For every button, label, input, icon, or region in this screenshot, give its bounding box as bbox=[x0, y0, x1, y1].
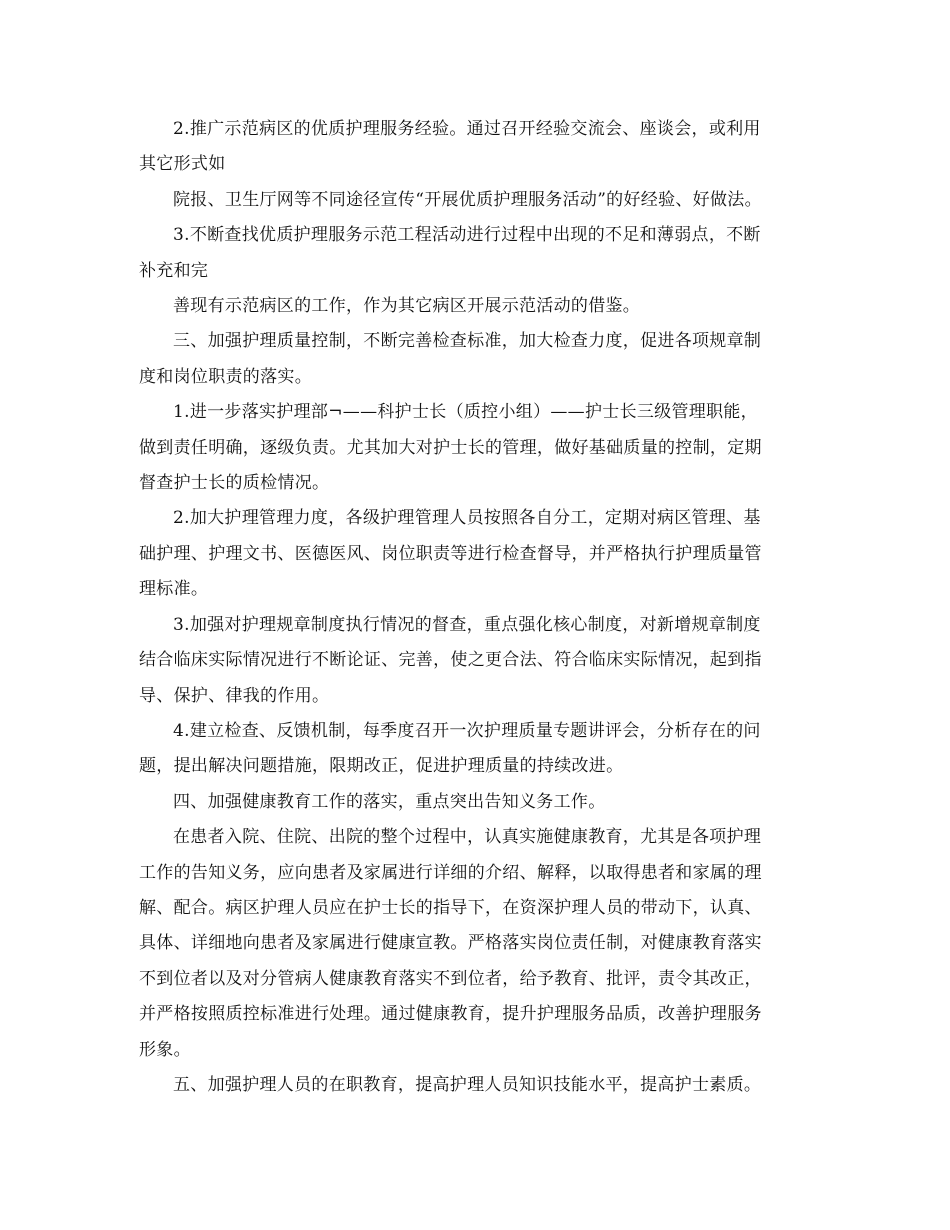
text-line: 不到位者以及对分管病人健康教育落实不到位者，给予教育、批评，责令其改正， bbox=[139, 968, 762, 989]
paragraph-2 bbox=[139, 183, 819, 218]
text-line: 结合临床实际情况进行不断论证、完善，使之更合法、符合临床实际情况，起到指 bbox=[139, 650, 762, 671]
text-line: 在患者入院、住院、出院的整个过程中，认真实施健康教育，尤其是各项护理 bbox=[173, 827, 762, 848]
text-line: 度和岗位职责的落实。 bbox=[139, 366, 312, 387]
paragraph-3 bbox=[139, 218, 819, 289]
text-line: 三、加强护理质量控制，不断完善检查标准，加大检查力度，促进各项规章制 bbox=[173, 331, 762, 352]
text-line: 工作的告知义务，应向患者及家属进行详细的介绍、解释，以取得患者和家属的理 bbox=[139, 862, 762, 883]
text-line: 理标准。 bbox=[139, 579, 209, 600]
text-line: 督查护士长的质检情况。 bbox=[139, 473, 330, 494]
section-heading-3 bbox=[139, 324, 819, 395]
text-line: 1.进一步落实护理部¬——科护士长（质控小组）——护士长三级管理职能， bbox=[173, 402, 758, 423]
text-line: 做到责任明确，逐级负责。尤其加大对护士长的管理，做好基础质量的控制，定期 bbox=[139, 437, 762, 458]
text-line: 2.推广示范病区的优质护理服务经验。通过召开经验交流会、座谈会，或利用 bbox=[173, 119, 761, 139]
text-line: 院报、卫生厅网等不同途径宣传“开展优质护理服务活动”的好经验、好做法。 bbox=[173, 189, 762, 210]
text-line: 其它形式如 bbox=[139, 154, 226, 175]
paragraph-1 bbox=[139, 112, 819, 183]
text-line: 2.加大护理管理力度，各级护理管理人员按照各自分工，定期对病区管理、基 bbox=[173, 508, 761, 529]
text-line: 四、加强健康教育工作的落实，重点突出告知义务工作。 bbox=[173, 791, 606, 812]
text-line: 五、加强护理人员的在职教育，提高护理人员知识技能水平，提高护士素质。 bbox=[173, 1074, 762, 1095]
text-line: 3.加强对护理规章制度执行情况的督查，重点强化核心制度，对新增规章制度 bbox=[173, 614, 761, 635]
paragraph-7 bbox=[139, 501, 819, 607]
text-line: 题，提出解决问题措施，限期改正，促进护理质量的持续改进。 bbox=[139, 756, 624, 777]
paragraph-8 bbox=[139, 608, 819, 714]
text-line: 并严格按照质控标准进行处理。通过健康教育，提升护理服务品质，改善护理服务 bbox=[139, 1004, 762, 1025]
section-heading-4 bbox=[139, 785, 819, 820]
text-line: 具体、详细地向患者及家属进行健康宣教。严格落实岗位责任制，对健康教育落实 bbox=[139, 933, 762, 954]
text-line: 础护理、护理文书、医德医风、岗位职责等进行检查督导，并严格执行护理质量管 bbox=[139, 543, 762, 564]
text-line: 解、配合。病区护理人员应在护士长的指导下，在资深护理人员的带动下，认真、 bbox=[139, 897, 762, 918]
text-line: 补充和完 bbox=[139, 260, 209, 281]
text-line: 4.建立检查、反馈机制，每季度召开一次护理质量专题讲评会，分析存在的问 bbox=[173, 720, 761, 741]
paragraph-6 bbox=[139, 395, 819, 501]
text-line: 3.不断查找优质护理服务示范工程活动进行过程中出现的不足和薄弱点，不断 bbox=[173, 225, 761, 246]
paragraph-9 bbox=[139, 714, 819, 785]
paragraph-11 bbox=[139, 820, 819, 1068]
paragraph-4 bbox=[139, 289, 819, 324]
document-page bbox=[139, 112, 819, 1103]
text-line: 形象。 bbox=[139, 1039, 191, 1060]
text-line: 导、保护、律我的作用。 bbox=[139, 685, 330, 706]
text-line: 善现有示范病区的工作，作为其它病区开展示范活动的借鉴。 bbox=[173, 296, 641, 317]
section-heading-5 bbox=[139, 1068, 819, 1103]
